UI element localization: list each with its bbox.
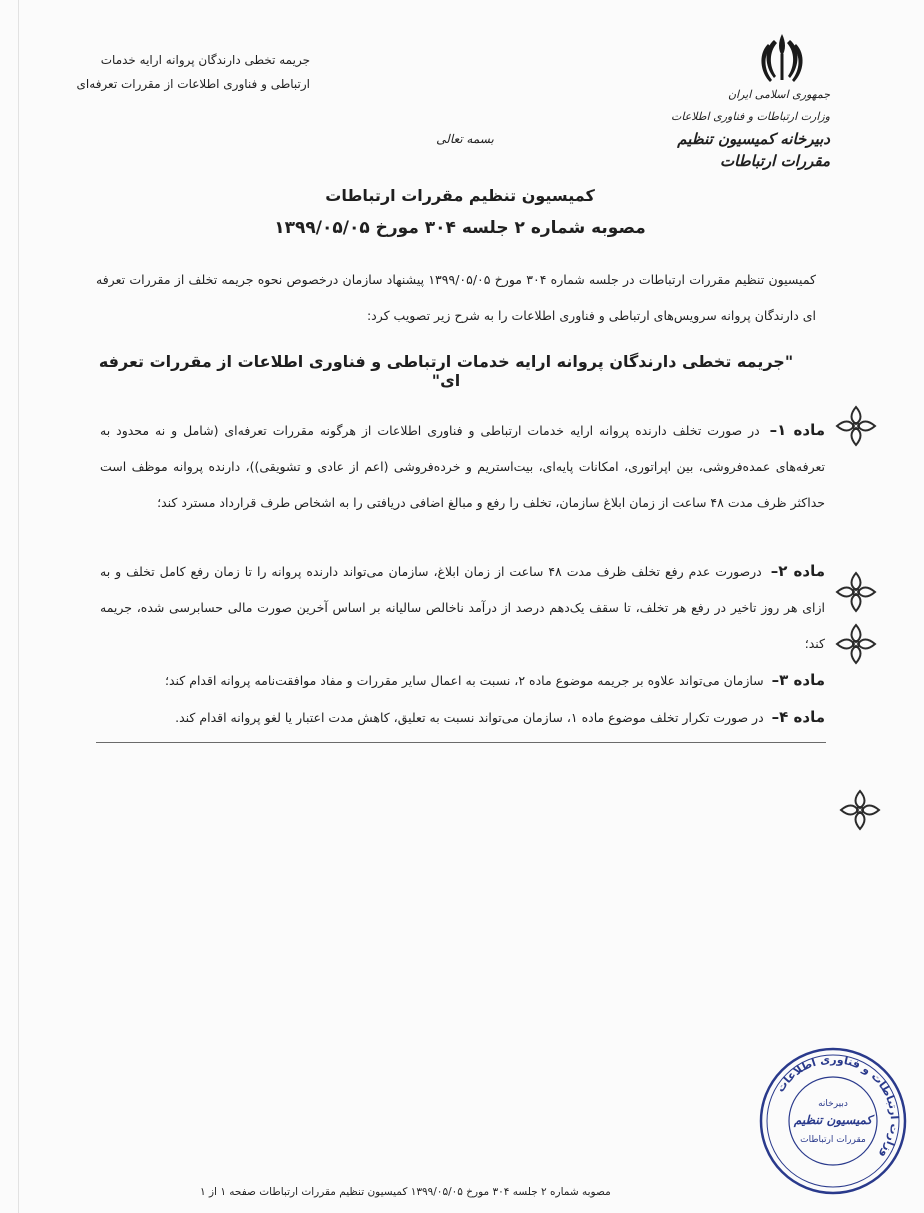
- ornament-icon: [834, 570, 878, 614]
- ornament-icon: [834, 404, 878, 448]
- document-title: کمیسیون تنظیم مقررات ارتباطات: [325, 186, 595, 205]
- article-1: [100, 412, 825, 521]
- ministry-header-ministry: وزارت ارتباطات و فناوری اطلاعات: [670, 110, 830, 123]
- article-3-label: ماده ۳–: [771, 671, 825, 689]
- header-subject-line1: جریمه تخطی دارندگان پروانه ارایه خدمات: [100, 53, 310, 67]
- article-4-text: در صورت تکرار تخلف موضوع ماده ۱، سازمان می‌تواند نسبت به تعلیق، کاهش مدت اعتبار یا لغو پروانه اقدام کند.: [175, 710, 764, 725]
- article-2-label: ماده ۲–: [770, 562, 825, 580]
- article-1-label: ماده ۱–: [769, 421, 825, 439]
- article-1-text: در صورت تخلف دارنده پروانه ارایه خدمات ارتباطی و فناوری اطلاعات از هرگونه مقررات تعرفه‌ای (شامل و نه محدود به تعرفه‌های عمده‌فروشی، بین اپراتوری، امکانات پایه‌ای، بیت‌استریم و خرده‌فروشی (اعم از عادی و تشویقی))، دارنده پروانه موظف است حداکثر ظرف مدت ۴۸ ساعت از زمان ابلاغ سازمان، تخلف را رفع و مبالغ اضافی دریافتی را به اشخاص طرف قرارداد مسترد کند؛: [100, 423, 825, 510]
- article-3: [100, 662, 825, 699]
- ministry-header: [640, 84, 830, 172]
- stamp-icon: [758, 1046, 908, 1196]
- scan-edge-line: [18, 0, 19, 1213]
- ornament-icon: [838, 788, 882, 832]
- article-2-text: درصورت عدم رفع تخلف ظرف مدت ۴۸ ساعت از زمان ابلاغ، سازمان می‌تواند دارنده پروانه را تا زمان رفع کامل تخلف و به ازای هر روز تاخیر در رفع هر تخلف، تا سقف یک‌دهم درصد از درآمد ناخالص سالیانه بر اساس آخرین صورت مالی حسابرسی شده، جریمه کند؛: [100, 564, 825, 651]
- page-footer: مصوبه شماره ۲ جلسه ۳۰۴ مورخ ۱۳۹۹/۰۵/۰۵ کمیسیون تنظیم مقررات ارتباطات صفحه ۱ از ۱: [200, 1186, 611, 1198]
- article-3-text: سازمان می‌تواند علاوه بر جریمه موضوع ماده ۲، نسبت به اعمال سایر مقررات و مفاد موافقت‌نامه پروانه اقدام کند؛: [164, 673, 764, 688]
- resolution-subject: "جریمه تخطی دارندگان پروانه ارایه خدمات ارتباطی و فناوری اطلاعات از مقررات تعرفه ای": [98, 352, 794, 390]
- bismillah: بسمه تعالی: [436, 132, 494, 146]
- stamp-inner-line3: مقررات ارتباطات: [800, 1135, 866, 1145]
- header-subject-line2: ارتباطی و فناوری اطلاعات از مقررات تعرفه‌ای: [76, 77, 310, 91]
- stamp-outer-text: وزارت ارتباطات و فناوری اطلاعات: [773, 1052, 902, 1161]
- stamp-inner-line2: کمیسیون تنظیم: [793, 1113, 873, 1127]
- divider: [96, 742, 826, 743]
- resolution-number: مصوبه شماره ۲ جلسه ۳۰۴ مورخ ۱۳۹۹/۰۵/۰۵: [274, 218, 646, 238]
- article-4-label: ماده ۴–: [771, 708, 825, 726]
- article-2: [100, 553, 825, 662]
- ministry-header-country: جمهوری اسلامی ایران: [727, 88, 830, 101]
- header-subject: [70, 48, 310, 96]
- stamp-inner-line1: دبیرخانه: [818, 1099, 848, 1109]
- intro-paragraph: کمیسیون تنظیم مقررات ارتباطات در جلسه شماره ۳۰۴ مورخ ۱۳۹۹/۰۵/۰۵ پیشنهاد سازمان درخصوص نحوه جریمه تخلف از مقررات تعرفه ای دارندگان پروانه سرویس‌های ارتباطی و فناوری اطلاعات را به شرح زیر تصویب کرد:: [96, 272, 817, 323]
- ministry-header-secretariat: دبیرخانه کمیسیون تنظیم مقررات ارتباطات: [677, 130, 830, 170]
- ornament-icon: [834, 622, 878, 666]
- emblem-icon: [752, 28, 812, 88]
- article-4: [100, 699, 825, 736]
